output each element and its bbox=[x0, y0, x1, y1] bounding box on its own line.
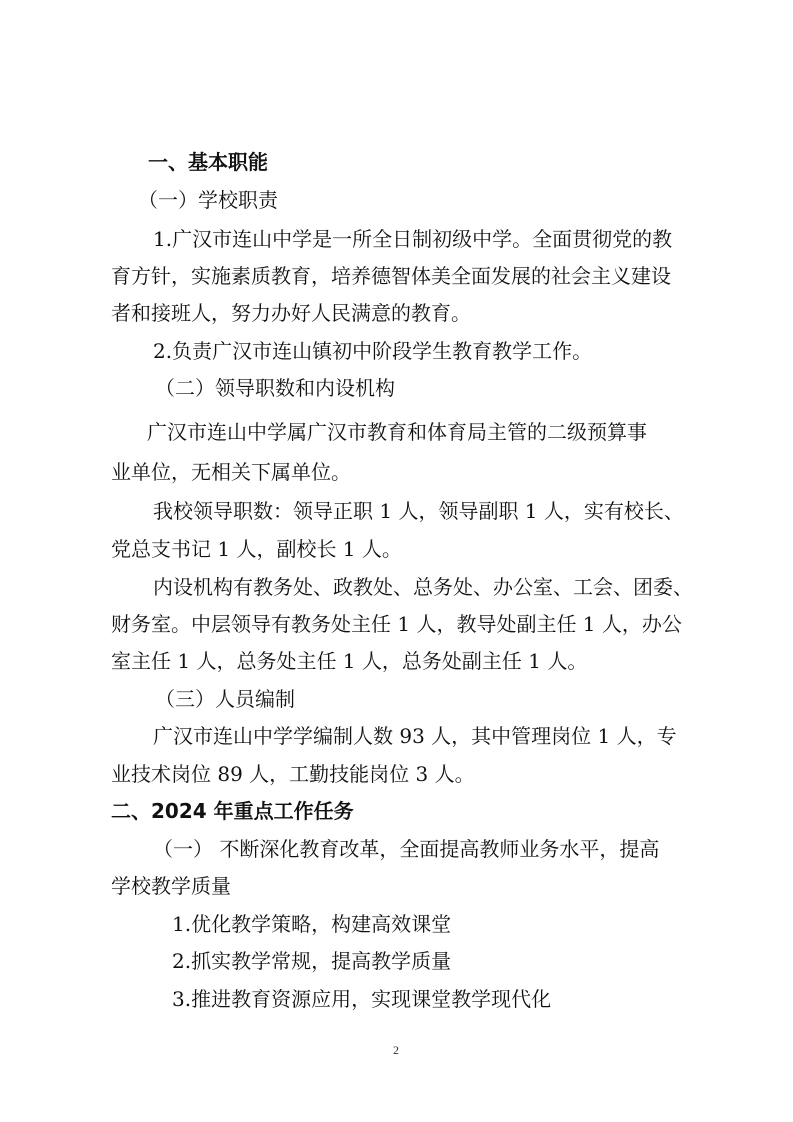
subheading-school-duties: （一）学校职责 bbox=[138, 188, 278, 212]
subheading-task-one: （一） 不断深化教育改革，全面提高教师业务水平，提高 bbox=[153, 837, 660, 861]
paragraph-line: 者和接班人，努力办好人民满意的教育。 bbox=[111, 301, 471, 325]
paragraph-line: 广汉市连山中学学编制人数 93 人，其中管理岗位 1 人，专 bbox=[153, 724, 677, 748]
list-item: 1.优化教学策略，构建高效课堂 bbox=[172, 912, 452, 936]
paragraph-line: 育方针，实施素质教育，培养德智体美全面发展的社会主义建设 bbox=[111, 264, 671, 288]
subheading-leadership-structure: （二）领导职数和内设机构 bbox=[155, 376, 395, 400]
section-heading-key-tasks: 二、2024 年重点工作任务 bbox=[111, 799, 354, 823]
list-item: 3.推进教育资源应用，实现课堂教学现代化 bbox=[172, 987, 552, 1011]
paragraph-line: 1.广汉市连山中学是一所全日制初级中学。全面贯彻党的教 bbox=[153, 227, 673, 251]
paragraph-line: 室主任 1 人，总务处主任 1 人，总务处副主任 1 人。 bbox=[111, 649, 588, 673]
paragraph-line: 广汉市连山中学属广汉市教育和体育局主管的二级预算事 bbox=[147, 420, 647, 444]
subheading-staffing: （三）人员编制 bbox=[155, 687, 295, 711]
subheading-task-one-cont: 学校教学质量 bbox=[111, 874, 231, 898]
paragraph-line: 内设机构有教务处、政教处、总务处、办公室、工会、团委、 bbox=[153, 575, 693, 599]
paragraph-line: 财务室。中层领导有教务处主任 1 人，教导处副主任 1 人，办公 bbox=[111, 612, 682, 636]
list-item: 2.抓实教学常规，提高教学质量 bbox=[172, 949, 452, 973]
paragraph-line: 我校领导职数：领导正职 1 人，领导副职 1 人，实有校长、 bbox=[153, 499, 684, 523]
paragraph-line: 业技术岗位 89 人，工勤技能岗位 3 人。 bbox=[111, 762, 475, 786]
paragraph-line: 业单位，无相关下属单位。 bbox=[111, 460, 351, 484]
paragraph-line: 党总支书记 1 人，副校长 1 人。 bbox=[111, 537, 402, 561]
page-number: 2 bbox=[393, 1043, 399, 1057]
paragraph-line: 2.负责广汉市连山镇初中阶段学生教育教学工作。 bbox=[153, 339, 593, 363]
section-heading-basic-functions: 一、基本职能 bbox=[148, 150, 268, 174]
